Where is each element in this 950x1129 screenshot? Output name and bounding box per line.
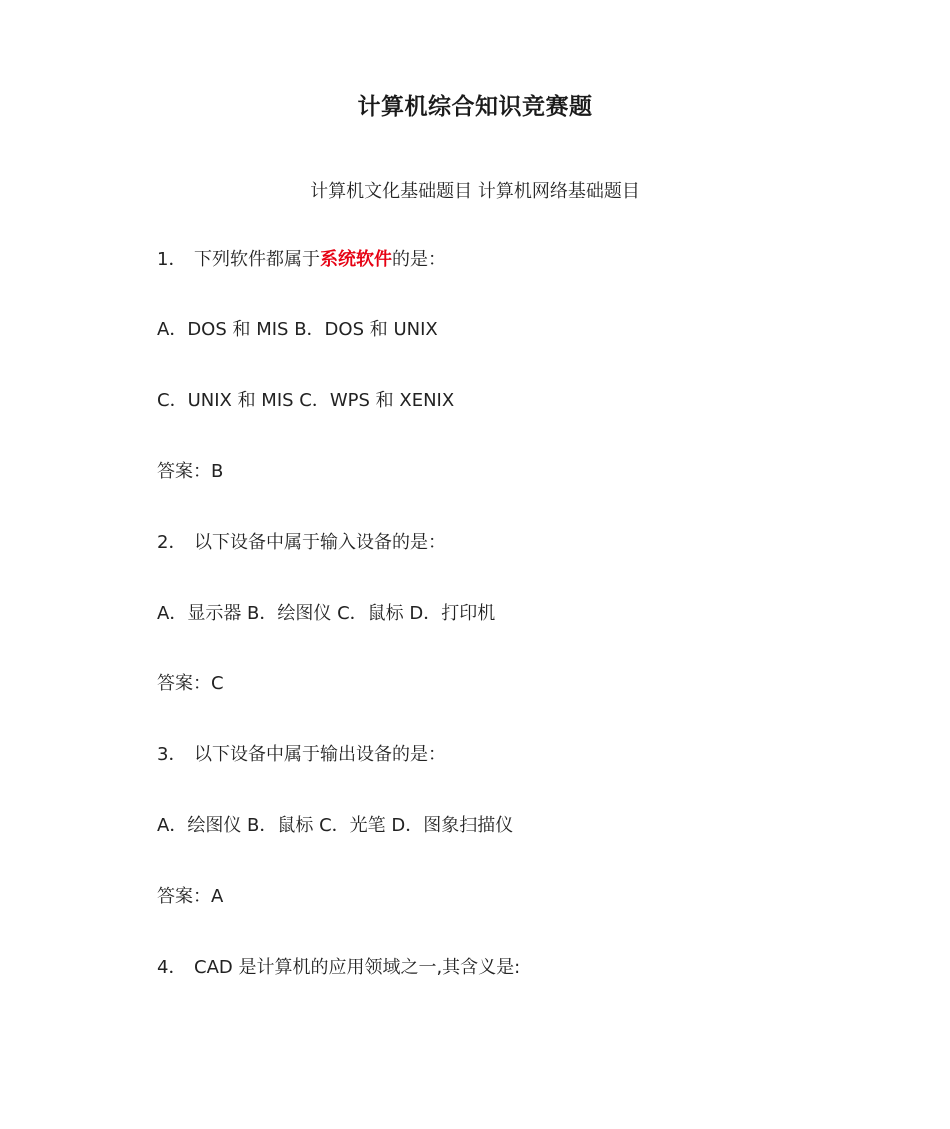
question-1-answer: 答案：B [157,461,224,482]
question-4-number: 4． [157,957,187,978]
page-title: 计算机综合知识竞赛题 [357,94,593,120]
question-1-text-after: 的是： [392,249,446,270]
question-2-options: A．显示器 B．绘图仪 C．鼠标 D．打印机 [157,603,496,624]
question-2-number: 2． [157,532,187,553]
question-1-highlight: 系统软件 [320,249,392,270]
question-3-text: 以下设备中属于输出设备的是： [194,744,446,765]
question-2-answer: 答案：C [157,673,224,694]
question-1-number: 1． [157,249,187,270]
page-subtitle: 计算机文化基础题目 计算机网络基础题目 [310,181,640,202]
question-3-number: 3． [157,744,187,765]
question-3-answer: 答案：A [157,886,224,907]
question-3-options: A．绘图仪 B．鼠标 C．光笔 D．图象扫描仪 [157,815,514,836]
question-1-options-line-2: C．UNIX 和 MIS C．WPS 和 XENIX [157,390,455,411]
question-4-text: CAD 是计算机的应用领域之一,其含义是: [194,957,521,978]
question-1-text-before: 下列软件都属于 [194,249,320,270]
question-3 [157,743,446,767]
question-2 [157,531,446,555]
question-1-options-line-1: A．DOS 和 MIS B．DOS 和 UNIX [157,319,438,340]
question-4 [157,956,520,980]
question-2-text: 以下设备中属于输入设备的是： [194,532,446,553]
question-1 [157,248,446,272]
